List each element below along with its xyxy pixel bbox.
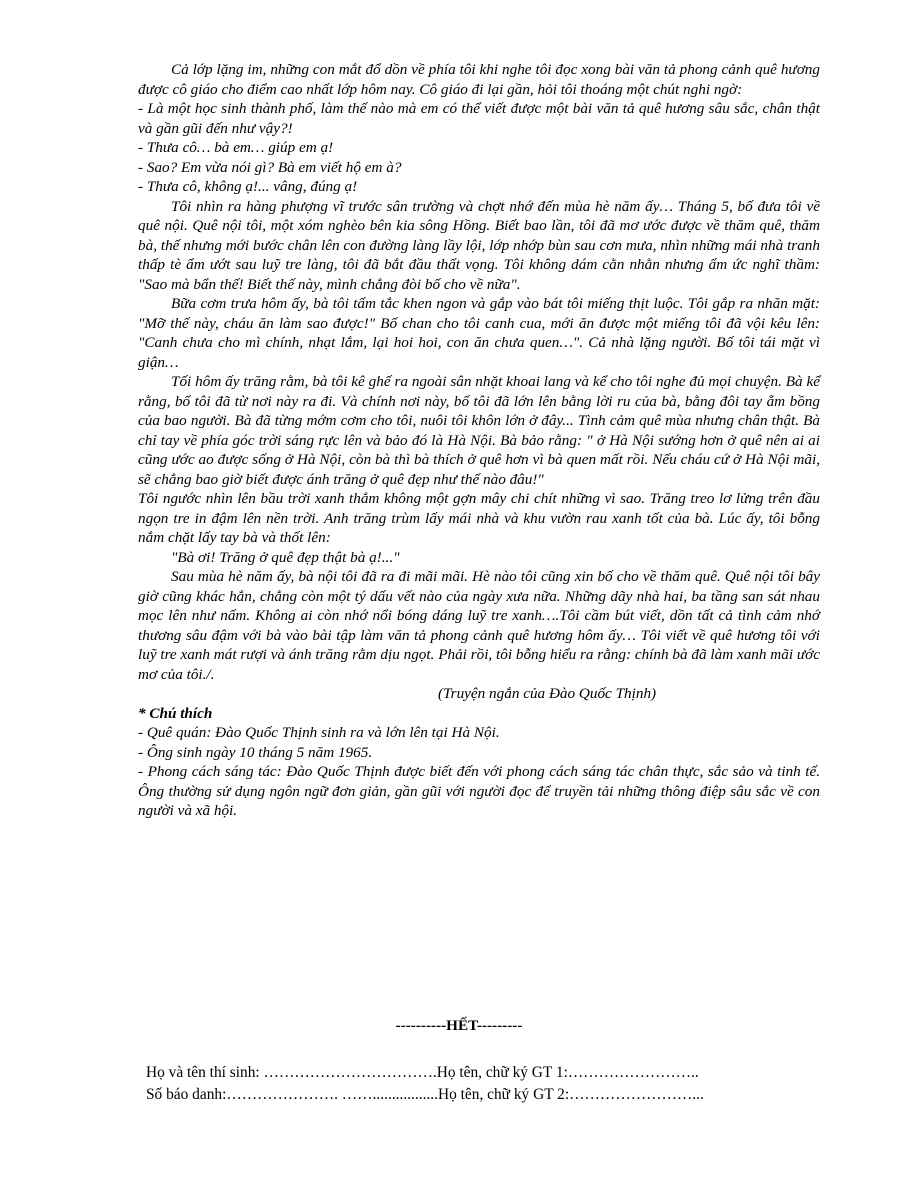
dialogue-line: - Là một học sinh thành phố, làm thế nào mà em có thể viết được một bài văn tả quê hương sâu sắc, chân thật và gần gũi đến như vậy?! xyxy=(138,100,820,137)
paragraph-opening: Cả lớp lặng im, những con mắt đổ dồn về phía tôi khi nghe tôi đọc xong bài văn tả phong cảnh quê hương được cô giáo cho điểm cao nhất lớp hôm nay. Cô giáo đi lại gần, hỏi tôi thoáng một chút nghi ngờ: xyxy=(138,61,820,98)
note-item: - Phong cách sáng tác: Đào Quốc Thịnh được biết đến với phong cách sáng tác chân thực, sắc sảo và tinh tế. Ông thường sử dụng ngôn ngữ đơn giản, gần gũi với người đọc để truyền tải những thông điệp sâu sắc về con người và xã hội. xyxy=(138,763,820,819)
candidate-number-line: Số báo danh:…………………. …….................Họ tên, chữ ký GT 2:……………………... xyxy=(146,1086,704,1103)
candidate-name-line: Họ và tên thí sinh: …………………………….Họ tên, chữ ký GT 1:…………………….. xyxy=(146,1064,699,1081)
quote-line: "Bà ơi! Trăng ở quê đẹp thật bà ạ!..." xyxy=(171,548,400,566)
paragraph: Bữa cơm trưa hôm ấy, bà tôi tấm tắc khen ngon và gắp vào bát tôi miếng thịt luộc. Tôi gắp ra nhăn mặt: "Mỡ thế này, cháu ăn làm sao được!" Bố chan cho tôi canh cua, mới ăn được một miếng tôi đã vội kêu lên: "Canh chưa cho mì chính, nhạt lắm, lại hoi hoi, con ăn chưa quen…". Cả nhà lặng người. Bố tôi tái mặt vì giận… xyxy=(138,295,820,371)
end-mark: ----------HẾT--------- xyxy=(395,1017,523,1034)
notes-heading: * Chú thích xyxy=(138,704,213,722)
paragraph: Sau mùa hè năm ấy, bà nội tôi đã ra đi mãi mãi. Hè nào tôi cũng xin bố cho về thăm quê. Quê nội tôi bây giờ cũng khác hẳn, chẳng còn một tý dấu vết nào của ngày xưa nữa. Những dãy nhà hai, ba tầng san sát nhau mọc lên như nấm. Không ai còn nhớ nổi bóng dáng luỹ tre xanh….Tôi cầm bút viết, dồn tất cả tình cảm nhớ thương sâu đậm với bà vào bài tập làm văn tả phong cảnh quê hương hôm ấy… Tôi viết về quê hương tôi với luỹ tre xanh mát rượi và ánh trăng rằm dịu ngọt. Phải rồi, tôi bỗng hiểu ra rằng: chính bà đã làm xanh mãi ước mơ của tôi./. xyxy=(138,568,820,683)
dialogue-line: - Sao? Em vừa nói gì? Bà em viết hộ em à? xyxy=(138,158,402,176)
candidate-info xyxy=(146,1062,846,1106)
paragraph: Tôi nhìn ra hàng phượng vĩ trước sân trường và chợt nhớ đến mùa hè năm ấy… Tháng 5, bố đưa tôi về quê nội. Quê nội tôi, một xóm nghèo bên kia sông Hồng. Biết bao lần, tôi đã mơ ước được về thăm quê, thăm bà, thế nhưng mới bước chân lên con đường làng lầy lội, lớp nhớp bùn sau cơn mưa, nhìn những mái nhà tranh thấp tè ẩm ướt sau luỹ tre làng, tôi đã bắt đầu thất vọng. Tôi không dám cằn nhằn nhưng ấm ức nghĩ thầm: "Sao mà bẩn thế! Biết thế này, mình chẳng đòi bố cho về nữa". xyxy=(138,197,820,293)
paragraph: Tôi ngước nhìn lên bầu trời xanh thẳm không một gợn mây chi chít những vì sao. Trăng treo lơ lửng trên đầu ngọn tre in đậm lên nền trời. Anh trăng trùm lấy mái nhà và khu vườn rau xanh tốt của bà. Lúc ấy, tôi bỗng nắm chặt lấy tay bà và thốt lên: xyxy=(138,490,820,546)
dialogue-line: - Thưa cô… bà em… giúp em ạ! xyxy=(138,139,334,156)
dialogue-line: - Thưa cô, không ạ!... vâng, đúng ạ! xyxy=(138,178,358,195)
note-item: - Ông sinh ngày 10 tháng 5 năm 1965. xyxy=(138,743,373,761)
note-item: - Quê quán: Đào Quốc Thịnh sinh ra và lớn lên tại Hà Nội. xyxy=(138,724,500,741)
paragraph: Tối hôm ấy trăng rằm, bà tôi kê ghế ra ngoài sân nhặt khoai lang và kể cho tôi nghe đủ mọi chuyện. Bà kể rằng, bố tôi đã từ nơi này ra đi. Và chính nơi này, bố tôi đã lớn lên bằng lời ru của bà, bằng đôi tay ẵm bồng của bao người. Bà đã từng mớm cơm cho tôi, nuôi tôi khôn lớn ở đây... Tình cảm quê mùa nhưng chân thật. Bà chỉ tay về phía góc trời sáng rực lên và bảo đó là Hà Nội. Bà bảo rằng: " ở Hà Nội sướng hơn ở quê nên ai ai cũng ước ao được sống ở Hà Nội, còn bà thì bà thích ở quê hơn vì bà quen mất rồi. Nếu cháu cứ ở Hà Nội mãi, sẽ chẳng bao giờ biết được ánh trăng ở quê đẹp như thế nào đâu!" xyxy=(138,373,820,488)
attribution: (Truyện ngắn của Đào Quốc Thịnh) xyxy=(438,685,657,702)
story-text xyxy=(138,60,820,821)
